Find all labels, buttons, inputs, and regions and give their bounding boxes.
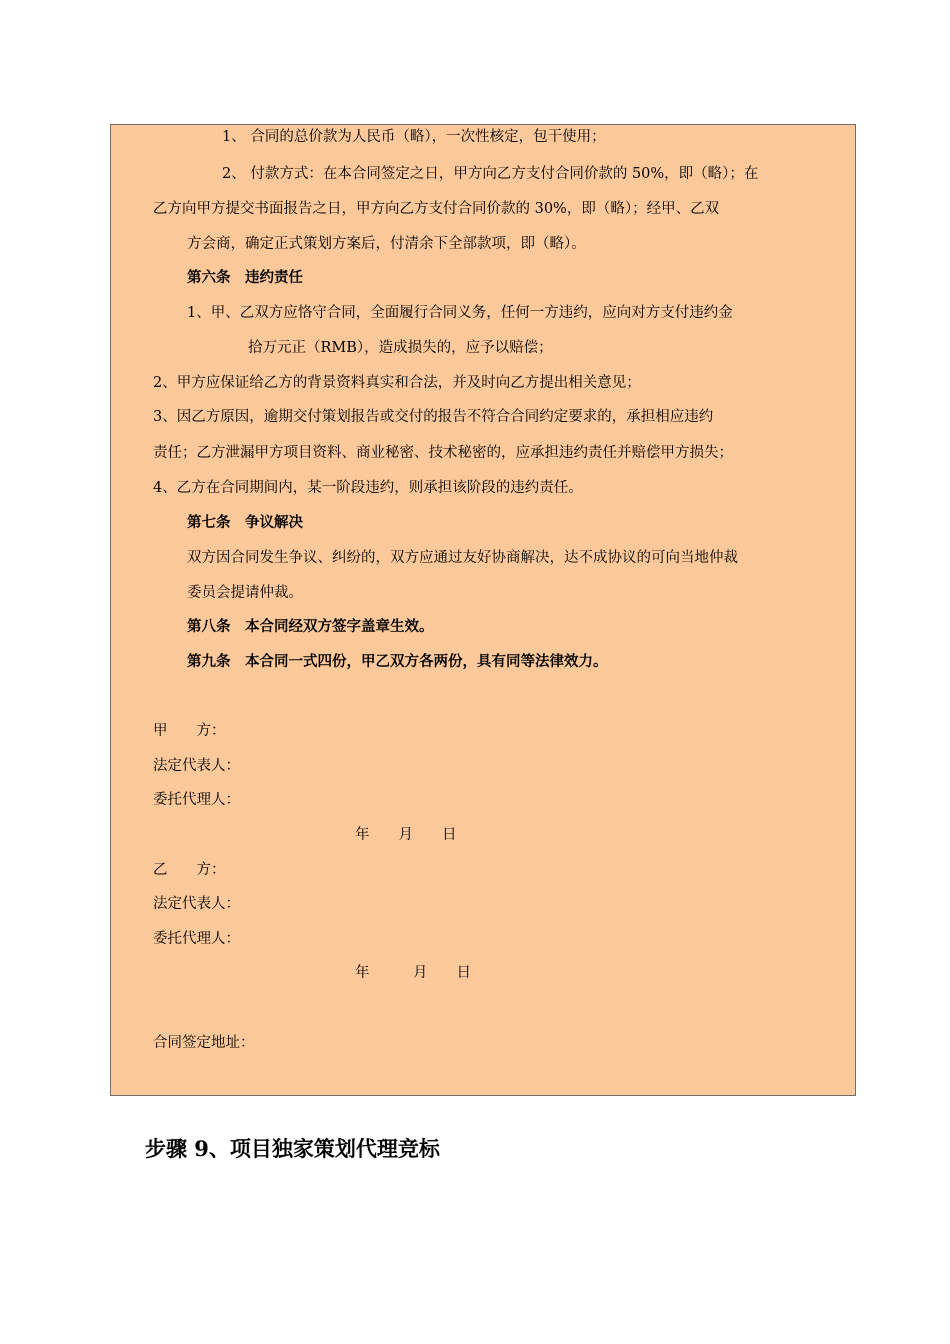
article6-item4: 4、乙方在合同期间内，某一阶段违约，则承担该阶段的违约责任。 [153,480,583,496]
article6-item1-line1: 1、甲、乙双方应恪守合同，全面履行合同义务，任何一方违约，应向对方支付违约金 [187,305,733,321]
article6-item3-line1: 3、因乙方原因，逾期交付策划报告或交付的报告不符合合同约定要求的，承担相应违约 [153,409,714,425]
article6-title: 第六条 违约责任 [187,269,303,286]
party-a-agent: 委托代理人： [153,792,240,808]
article6-item1-line2: 拾万元正（RMB），造成损失的，应予以赔偿； [248,340,553,356]
sign-location: 合同签定地址： [153,1035,255,1051]
party-a-label: 甲 方： [153,723,226,739]
clause5-item2-line3: 方会商，确定正式策划方案后，付清余下全部款项，即（略）。 [187,236,586,252]
article9: 第九条 本合同一式四份，甲乙双方各两份，具有同等法律效力。 [187,653,608,670]
party-a-rep: 法定代表人： [153,758,240,774]
clause5-item2-line1: 2、 付款方式：在本合同签定之日，甲方向乙方支付合同价款的 50%，即（略）；在 [222,166,759,182]
article7-line1: 双方因合同发生争议、纠纷的，双方应通过友好协商解决，达不成协议的可向当地仲裁 [187,550,738,566]
party-a-date: 年 月 日 [355,827,457,843]
clause5-item2-line2: 乙方向甲方提交书面报告之日，甲方向乙方支付合同价款的 30%，即（略）；经甲、乙双 [153,201,720,217]
party-b-agent: 委托代理人： [153,931,240,947]
clause5-item1: 1、 合同的总价款为人民币（略），一次性核定，包干使用； [222,129,606,145]
party-b-label: 乙 方： [153,862,226,878]
article6-item2: 2、甲方应保证给乙方的背景资料真实和合法，并及时向乙方提出相关意见； [153,375,641,391]
article7-line2: 委员会提请仲裁。 [187,585,303,601]
article8: 第八条 本合同经双方签字盖章生效。 [187,618,434,635]
article6-item3-line2: 责任；乙方泄漏甲方项目资料、商业秘密、技术秘密的，应承担违约责任并赔偿甲方损失； [153,445,733,461]
section-heading: 步骤 9、项目独家策划代理竞标 [145,1136,440,1161]
article7-title: 第七条 争议解决 [187,514,303,531]
party-b-date: 年 月 日 [355,965,471,981]
party-b-rep: 法定代表人： [153,896,240,912]
